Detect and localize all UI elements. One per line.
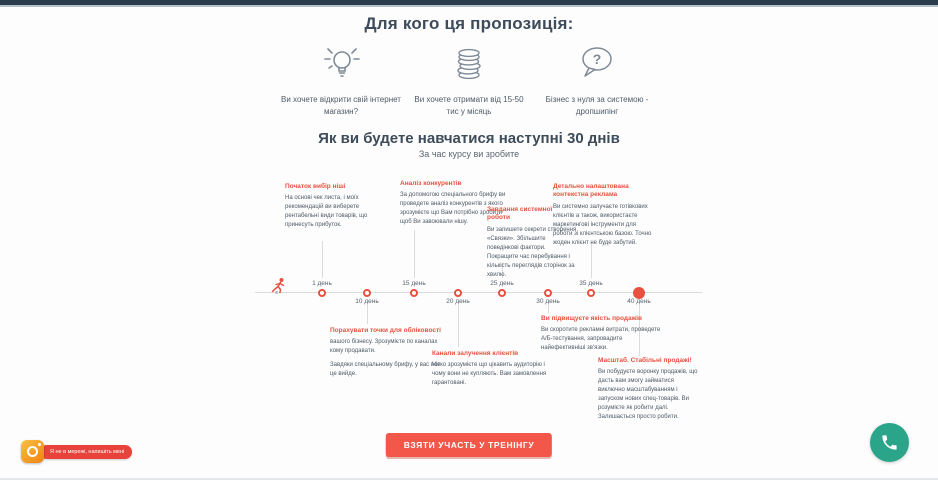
offer-item-text: Ви хочете відкрити свій інтернет магазин? xyxy=(281,95,401,116)
timeline-day-label: 20 день xyxy=(446,298,470,305)
timeline-block-niche xyxy=(285,183,393,230)
block-body: На основі чек листа, і моїх рекомендацій ви виберете рентабельні види товарів, що принесуть прибуток. xyxy=(285,195,368,229)
block-body: Ви системно залучаєте готівкових клієнтів а також, використаєте маркетингові інструменти для роботи зі клієнтською базою. Точно жоден клієнт не буде забутий. xyxy=(553,203,652,246)
block-title: Аналіз конкурентів xyxy=(400,180,462,187)
offer-item-shop xyxy=(280,42,402,118)
offer-item-dropshipping xyxy=(536,42,658,118)
offer-item-text: Бізнес з нуля за системою - дропшипінг xyxy=(545,95,649,116)
timeline-block-client-channels xyxy=(432,350,550,388)
timeline-dot-day30 xyxy=(544,289,552,297)
block-title: Канали залучення клієнтів xyxy=(432,350,519,357)
coins-icon xyxy=(447,42,491,86)
timeline-block-accounting xyxy=(330,327,442,379)
phone-icon xyxy=(880,433,899,452)
block-title: Масштаб. Стабільні продажі! xyxy=(598,357,692,364)
block-title: Порахувати точки для обліковості xyxy=(330,327,441,334)
status-dot xyxy=(38,443,41,446)
block-body: За допомогою спеціального брифу ви проведете аналіз конкурентів з якого зрозумієте що Вам потрібно зробити щоб Ви завоювали нішу. xyxy=(400,192,506,226)
timeline-day-label: 30 день xyxy=(536,298,560,305)
timeline-dot-day35 xyxy=(587,289,595,297)
offer-items-row xyxy=(0,42,938,118)
block-body: Чітко зрозумієте що цікавить аудиторію і чому вони не купляють. Вам замовлення гарантовані. xyxy=(432,362,547,387)
block-title: Ви підвищуєте якість продажів xyxy=(541,315,643,322)
block-body: вашого бізнесу. Зрозумієте по каналах кому продавати. xyxy=(330,339,438,355)
offer-section-title: Для кого ця пропозиція: xyxy=(364,14,574,33)
callback-button[interactable] xyxy=(870,423,909,462)
block-body: Ви запишете секрети створення «Связки». Збільшите поведінкові фактори. Покращите час перебування і кількість переглядів сторінок за хвилю. xyxy=(487,226,577,278)
course-section-title: Як ви будете навчатися наступні 30 днів xyxy=(318,130,620,147)
question-bubble-icon xyxy=(575,42,619,86)
timeline-dot-day25 xyxy=(498,289,506,297)
timeline-day-label: 25 день xyxy=(490,280,514,287)
timeline-day-label: 40 день xyxy=(627,298,651,305)
top-divider xyxy=(0,5,938,7)
block-title: Завдання системної роботи xyxy=(487,206,553,222)
timeline-day-label: 10 день xyxy=(355,298,379,305)
chat-status-message[interactable]: Я не в мережі, напишіть мені xyxy=(40,445,132,459)
runner-icon xyxy=(270,277,287,294)
block-title: Початок вибір ніші xyxy=(285,183,346,190)
join-training-button[interactable]: ВЗЯТИ УЧАСТЬ У ТРЕНІНГУ xyxy=(386,433,552,457)
timeline-dot-day1 xyxy=(318,289,326,297)
timeline-connector xyxy=(548,305,549,313)
timeline-day-label: 15 день xyxy=(402,280,426,287)
timeline-day-label: 1 день xyxy=(312,280,332,287)
block-body: Ви побудуєте воронку продажів, що дасть вам змогу займатися виключно масштабуванням і запуском нових спец-товарів. Ви розумієте як робити далі. Залишається просто робити. xyxy=(598,369,698,421)
timeline-dot-day15 xyxy=(410,289,418,297)
timeline-dot-day20 xyxy=(454,289,462,297)
course-section-subtitle: За час курсу ви зробите xyxy=(418,149,520,159)
block-body: Завдяки спеціальному брифу, у вас все це вийде. xyxy=(330,362,441,378)
timeline-connector xyxy=(367,305,368,324)
lens-icon xyxy=(27,446,38,457)
timeline-day-label: 35 день xyxy=(579,280,603,287)
chat-widget-icon[interactable] xyxy=(21,440,44,463)
timeline-dot-day10 xyxy=(363,289,371,297)
chat-widget[interactable] xyxy=(21,440,132,463)
timeline-block-context-ads xyxy=(553,183,653,248)
lightbulb-icon xyxy=(319,42,363,86)
timeline-block-sales-quality xyxy=(541,315,666,353)
question-mark-glyph: ? xyxy=(592,51,602,67)
timeline-connector xyxy=(322,241,323,278)
offer-item-text: Ви хочете отримати від 15-50 тис у місяць xyxy=(414,95,524,116)
timeline-block-scale xyxy=(598,357,700,422)
timeline-connector xyxy=(414,230,415,278)
block-title: Детально налаштована контекстна реклама xyxy=(553,183,629,199)
timeline-connector xyxy=(458,305,459,347)
offer-item-income xyxy=(408,42,530,118)
block-body: Ви скоротите рекламні витрати, проведете А/Б-тестування, запровадите найефективніші зв'язки. xyxy=(541,327,661,352)
